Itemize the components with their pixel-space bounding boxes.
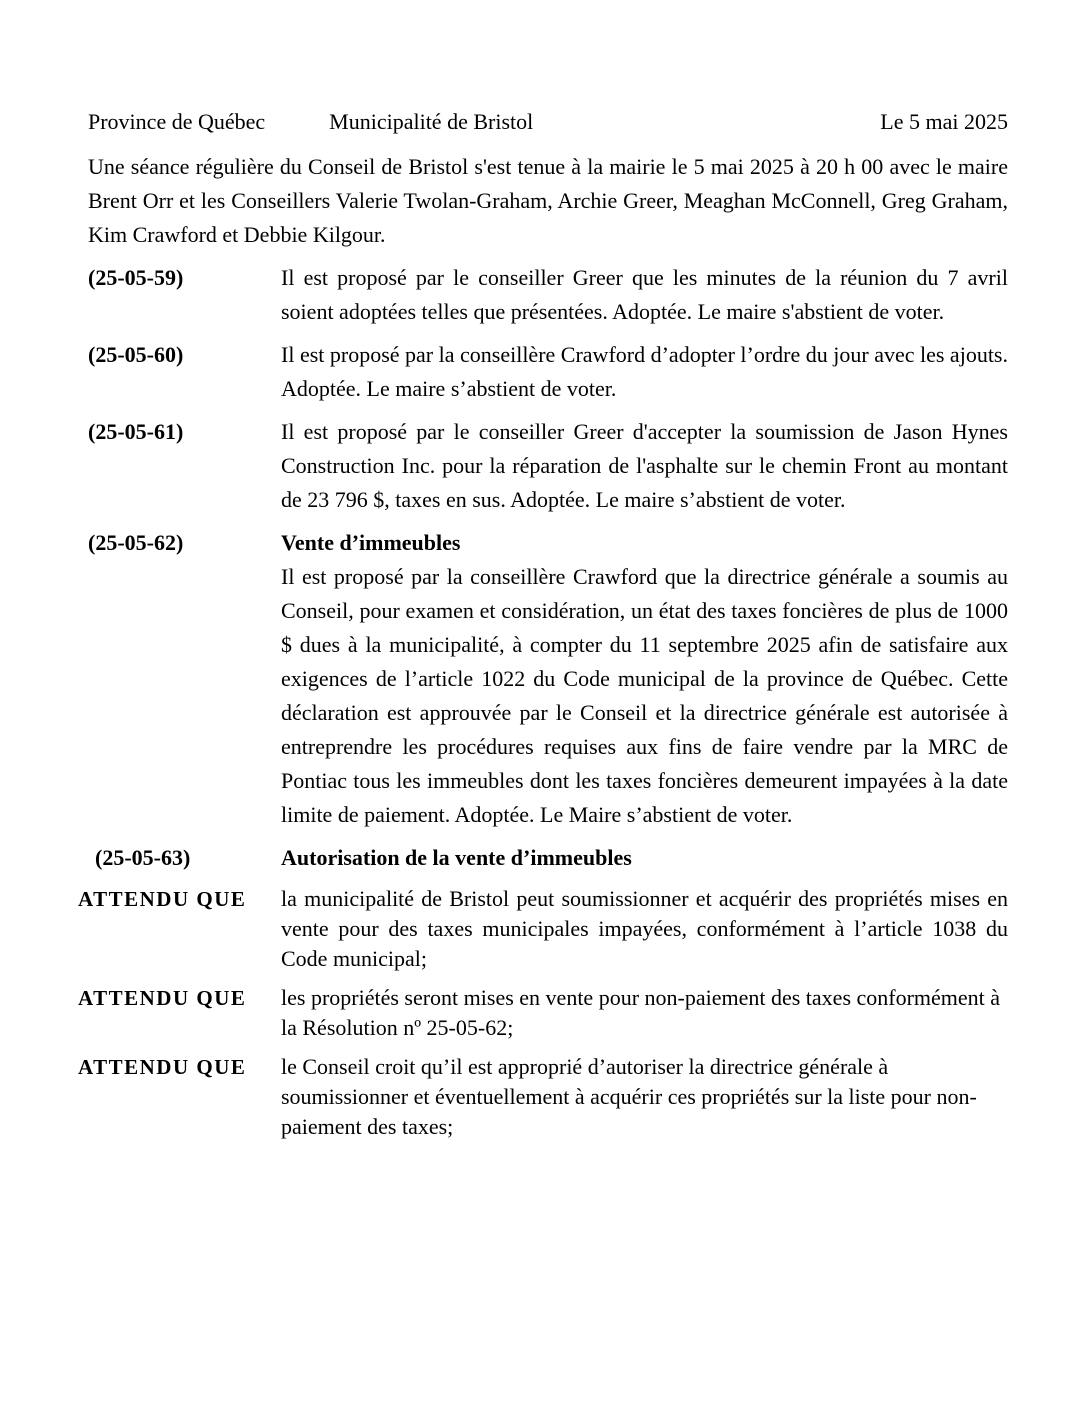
resolution-body (281, 338, 1008, 406)
intro-paragraph: Une séance régulière du Conseil de Bristol s'est tenue à la mairie le 5 mai 2025 à 20 h 00 avec le maire Brent Orr et les Conseillers Valerie Twolan-Graham, Archie Greer, Meaghan McConnell, Greg Graham, Kim Crawford et Debbie Kilgour. (88, 154, 1008, 247)
whereas-block (78, 983, 1008, 1043)
resolution-block (88, 526, 1008, 832)
resolution-body (281, 841, 1008, 875)
resolution-text: Il est proposé par la conseillère Crawford d’adopter l’ordre du jour avec les ajouts. Adoptée. Le maire s’abstient de voter. (281, 342, 1008, 401)
header-date: Le 5 mai 2025 (880, 109, 1008, 134)
resolution-heading: Vente d’immeubles (281, 530, 461, 555)
resolution-block (88, 415, 1008, 517)
resolution-text: Il est proposé par le conseiller Greer que les minutes de la réunion du 7 avril soient adoptées telles que présentées. Adoptée. Le maire s'abstient de voter. (281, 265, 1008, 324)
resolution-block (88, 261, 1008, 329)
resolution-block (88, 841, 1008, 875)
whereas-text: les propriétés seront mises en vente pour non-paiement des taxes conformément à la Résolution nº 25-05-62; (281, 985, 1001, 1040)
header-province: Province de Québec (88, 109, 266, 134)
resolution-block (88, 338, 1008, 406)
document-header (88, 104, 1008, 140)
whereas-label: ATTENDU QUE (78, 986, 247, 1010)
resolution-text: Il est proposé par le conseiller Greer d'accepter la soumission de Jason Hynes Construction Inc. pour la réparation de l'asphalte sur le chemin Front au montant de 23 796 $, taxes en sus. Adoptée. Le maire s’abstient de voter. (281, 419, 1008, 512)
whereas-label: ATTENDU QUE (78, 887, 247, 911)
resolution-number: (25-05-63) (95, 845, 191, 870)
whereas-block (78, 1052, 1008, 1142)
resolution-heading: Autorisation de la vente d’immeubles (281, 845, 632, 870)
resolution-body (281, 415, 1008, 517)
resolution-body (281, 261, 1008, 329)
resolution-number: (25-05-61) (88, 419, 184, 444)
whereas-text: la municipalité de Bristol peut soumissionner et acquérir des propriétés mises en vente pour des taxes municipales impayées, conformément à l’article 1038 du Code municipal; (281, 886, 1008, 971)
resolution-number: (25-05-62) (88, 530, 184, 555)
whereas-block (78, 884, 1008, 974)
whereas-text: le Conseil croit qu’il est approprié d’autoriser la directrice générale à soumissionner et éventuellement à acquérir ces propriétés sur la liste pour non-paiement des taxes; (281, 1054, 977, 1139)
resolution-body (281, 526, 1008, 832)
resolution-number: (25-05-59) (88, 265, 184, 290)
resolution-text: Il est proposé par la conseillère Crawford que la directrice générale a soumis au Conseil, pour examen et considération, un état des taxes foncières de plus de 1000 $ dues à la municipalité, à compter du 11 septembre 2025 afin de satisfaire aux exigences de l’article 1022 du Code municipal de la province de Québec. Cette déclaration est approuvée par le Conseil et la directrice générale est autorisée à entreprendre les procédures requises aux fins de faire vendre par la MRC de Pontiac tous les immeubles dont les taxes foncières demeurent impayées à la date limite de paiement. Adoptée. Le Maire s’abstient de voter. (281, 564, 1008, 827)
resolution-number: (25-05-60) (88, 342, 184, 367)
header-municipality: Municipalité de Bristol (329, 109, 534, 134)
whereas-label: ATTENDU QUE (78, 1055, 247, 1079)
